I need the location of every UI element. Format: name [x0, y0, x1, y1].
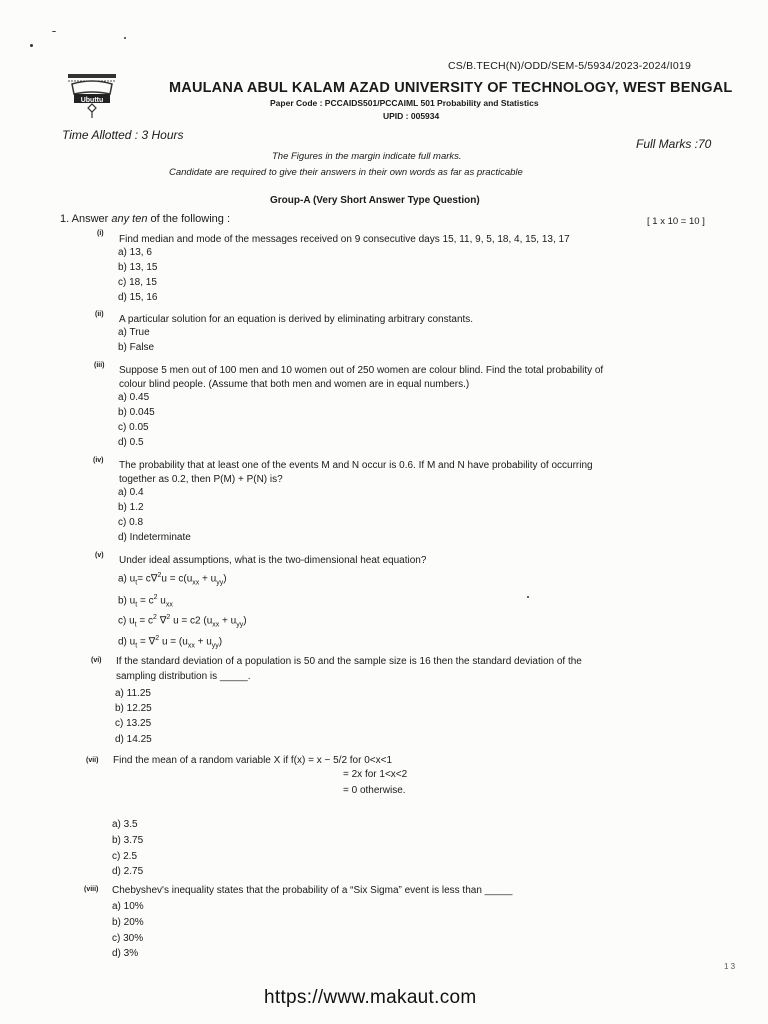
q1-prefix: 1. Answer: [60, 213, 112, 225]
option: a) 3.5: [112, 819, 138, 830]
option: d) 2.75: [112, 866, 144, 877]
university-name: MAULANA ABUL KALAM AZAD UNIVERSITY OF TECHNOLOGY, WEST BENGAL: [169, 80, 733, 96]
piecewise-line: = 0 otherwise.: [343, 785, 406, 796]
footer-url[interactable]: https://www.makaut.com: [264, 987, 477, 1008]
option-heat-b: b) $u_t = c^2$ $u_{xx}$: [118, 594, 173, 609]
option: a) 0.45: [118, 392, 150, 403]
option: a) 11.25: [115, 688, 151, 699]
question-number: (viii): [84, 886, 99, 893]
question-1-marks: [ 1 x 10 = 10 ]: [647, 216, 705, 227]
paper-code: Paper Code : PCCAIDS501/PCCAIML 501 Probability and Statistics: [270, 98, 539, 108]
option: b) 1.2: [118, 502, 144, 513]
option: c) 0.05: [118, 422, 149, 433]
option: a) True: [118, 327, 150, 338]
option-heat-d: d) $u_t = \nabla^2$ $u = (u_{xx} + u_{yy})$: [118, 635, 223, 650]
option-heat-c: c) $u_t = c^2$ ∇$^2$ u = c2 $(u_{xx} + u_{yy})$: [118, 614, 247, 629]
question-1-heading: [60, 213, 230, 225]
instruction-own-words: Candidate are required to give their answers in their own words as far as practicable: [169, 167, 523, 178]
option: b) False: [118, 342, 155, 353]
question-number: (vi): [91, 657, 102, 664]
scan-speck: [527, 596, 529, 598]
group-title: Group-A (Very Short Answer Type Question): [270, 195, 480, 206]
question-text: sampling distribution is _____.: [116, 671, 251, 682]
question-text: The probability that at least one of the events M and N occur is 0.6. If M and N have probability of occurring: [119, 460, 593, 471]
question-number: (i): [97, 230, 104, 237]
upid: UPID : 005934: [383, 111, 440, 121]
piecewise-line: = 2x for 1<x<2: [343, 769, 408, 780]
option: a) 13, 6: [118, 247, 152, 258]
question-text: Find median and mode of the messages received on 9 consecutive days 15, 11, 9, 5, 18, 4, 15, 13, 17: [119, 234, 570, 245]
q1-any-ten: any ten: [111, 213, 148, 225]
option: d) 0.5: [118, 437, 144, 448]
option: b) 0.045: [118, 407, 155, 418]
option-heat-a: a) $u_t= c\nabla^2u = c(u_{xx} + u_{yy})$: [118, 572, 227, 587]
option: c) 0.8: [118, 517, 144, 528]
question-number: (v): [95, 552, 104, 559]
scan-speck: [124, 37, 126, 39]
question-number: (iii): [94, 362, 105, 369]
option: d) 3%: [112, 948, 139, 959]
question-number: (iv): [93, 457, 104, 464]
page-number: 1 3: [724, 962, 736, 971]
option: d) 14.25: [115, 734, 152, 745]
scan-speck: [52, 31, 56, 32]
option: b) 3.75: [112, 835, 144, 846]
option: b) 13, 15: [118, 262, 158, 273]
exam-code: CS/B.TECH(N)/ODD/SEM-5/5934/2023-2024/I019: [448, 60, 691, 72]
option: a) 0.4: [118, 487, 144, 498]
option: c) 18, 15: [118, 277, 157, 288]
question-text: Find the mean of a random variable X if f(x) = x − 5/2 for 0<x<1: [113, 755, 393, 766]
svg-text:Ubuttu: Ubuttu: [80, 97, 104, 104]
option: a) 10%: [112, 901, 144, 912]
question-number: (vii): [86, 757, 99, 764]
option: c) 13.25: [115, 718, 152, 729]
scan-speck: [30, 44, 33, 47]
question-text: If the standard deviation of a population is 50 and the sample size is 16 then the standard deviation of the: [116, 656, 582, 667]
option: b) 20%: [112, 917, 144, 928]
question-text: Suppose 5 men out of 100 men and 10 women out of 250 women are colour blind. Find the total probability of: [119, 365, 604, 376]
university-logo: [62, 72, 122, 120]
question-text: A particular solution for an equation is derived by eliminating arbitrary constants.: [119, 314, 474, 325]
question-text: together as 0.2, then P(M) + P(N) is?: [119, 474, 283, 485]
option: b) 12.25: [115, 703, 152, 714]
option: d) 15, 16: [118, 292, 158, 303]
question-text: colour blind people. (Assume that both men and women are in equal numbers.): [119, 379, 470, 390]
time-allotted: Time Allotted : 3 Hours: [62, 128, 184, 142]
full-marks: Full Marks :70: [636, 137, 712, 151]
option: c) 30%: [112, 933, 144, 944]
instruction-margin: The Figures in the margin indicate full marks.: [272, 151, 462, 162]
option: d) Indeterminate: [118, 532, 191, 543]
question-text: Under ideal assumptions, what is the two-dimensional heat equation?: [119, 555, 427, 566]
option: c) 2.5: [112, 851, 138, 862]
q1-suffix: of the following :: [147, 213, 231, 225]
question-text: Chebyshev's inequality states that the probability of a “Six Sigma” event is less than _____: [112, 885, 513, 896]
question-number: (ii): [95, 311, 104, 318]
